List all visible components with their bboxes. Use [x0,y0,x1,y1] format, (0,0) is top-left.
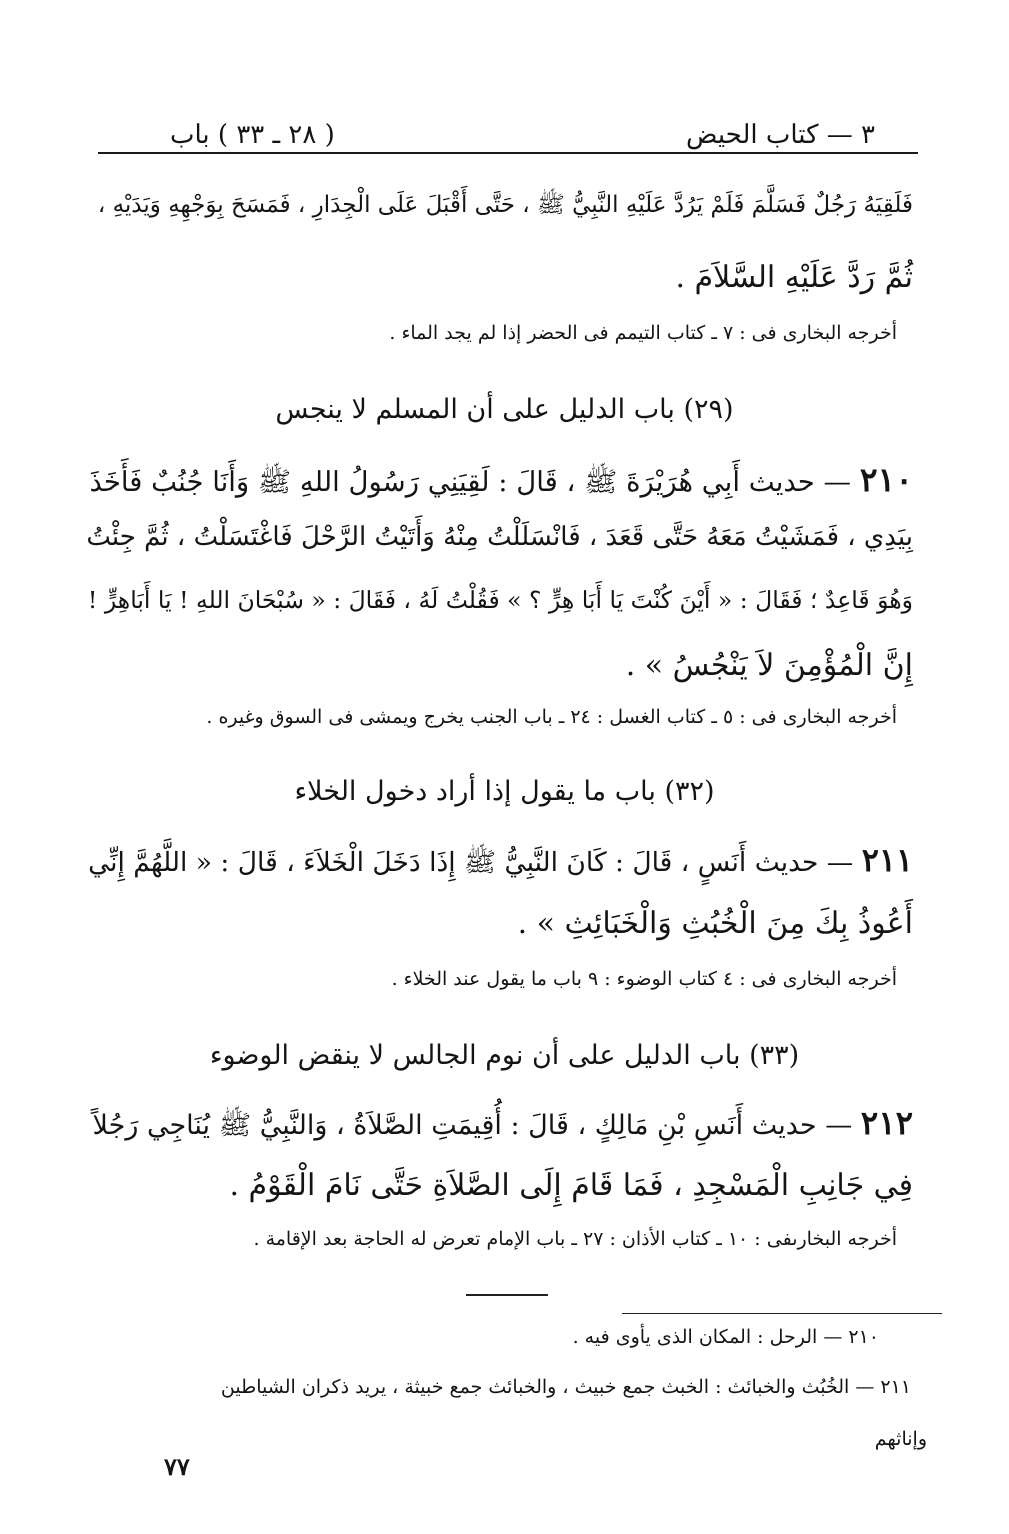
footnote-211: ٢١١ — الخُبُث والخبائث : الخبث جمع خبيث ، والخبائث جمع خبيثة ، يريد ذكران الشياطين [220,1376,911,1398]
hadith-212-text: — حديث أَنَسِ بْنِ مَالِكٍ ، قَالَ : أُقِيمَتِ الصَّلاَةُ ، وَالنَّبِيُّ ﷺ يُنَاجِي رَجُلاً [92,1110,853,1141]
hadith-210-line-4: إِنَّ الْمُؤْمِنَ لاَ يَنْجُسُ » . [625,648,913,683]
hadith-210-source: أخرجه البخارى فى : ٥ ـ كتاب الغسل : ٢٤ ـ باب الجنب يخرج ويمشى فى السوق وغيره . [206,706,897,728]
intro-line-2: ثُمَّ رَدَّ عَلَيْهِ السَّلاَمَ . [675,260,913,295]
hadith-number-210: ٢١٠ [859,460,913,499]
hadith-210-line-1 [89,460,913,505]
hadith-212-line-1 [93,1104,913,1148]
hadith-number-212: ٢١٢ [860,1104,913,1142]
hadith-212-source: أخرجه البخارىفى : ١٠ ـ كتاب الأذان : ٢٧ ـ باب الإمام تعرض له الحاجة بعد الإقامة . [253,1228,897,1250]
running-header-chapter: ٣ — كتاب الحيض [685,120,875,150]
intro-line-1: فَلَقِيَهُ رَجُلٌ فَسَلَّمَ فَلَمْ يَرُدَّ عَلَيْهِ النَّبِيُّ ﷺ ، حَتَّى أَقْبَلَ عَلَى الْجِدَارِ ، فَمَسَحَ بِوَجْهِهِ وَيَدَيْهِ ، [97,192,913,218]
hadith-210-line-2: بِيَدِي ، فَمَشَيْتُ مَعَهُ حَتَّى قَعَدَ ، فَانْسَلَلْتُ مِنْهُ وَأَتَيْتُ الرَّحْلَ فَاغْتَسَلْتُ ، ثُمَّ جِئْتُ [86,522,913,552]
hadith-211-source: أخرجه البخارى فى : ٤ كتاب الوضوء : ٩ باب ما يقول عند الخلاء . [391,968,897,990]
header-rule [98,152,918,154]
hadith-212-line-2: فِي جَانِبِ الْمَسْجِدِ ، فَمَا قَامَ إِلَى الصَّلاَةِ حَتَّى نَامَ الْقَوْمُ . [229,1168,913,1203]
intro-source: أخرجه البخارى فى : ٧ ـ كتاب التيمم فى الحضر إذا لم يجد الماء . [389,322,897,344]
hadith-210-text: — حديث أَبِي هُرَيْرَةَ ﷺ ، قَالَ : لَقِيَنِي رَسُولُ اللهِ ﷺ وَأَنَا جُنُبٌ فَأَخَذَ [89,466,852,498]
hadith-211-line-2: أَعُوذُ بِكَ مِنَ الْخُبُثِ وَالْخَبَائِثِ » . [517,906,913,941]
footnote-rule [622,1313,942,1314]
running-header-chapters-range: ( ٢٨ ـ ٣٣ ) باب [170,120,335,150]
hadith-211-text: — حديث أَنَسٍ ، قَالَ : كَانَ النَّبِيُّ ﷺ إِذَا دَخَلَ الْخَلاَءَ ، قَالَ : « اللَّهُمَّ إِنِّي [88,847,854,878]
chapter-title-29: (٢٩) باب الدليل على أن المسلم لا ينجس [275,394,734,425]
hadith-number-211: ٢١١ [861,842,913,879]
hadith-210-line-3: وَهُوَ قَاعِدٌ ؛ فَقَالَ : « أَيْنَ كُنْتَ يَا أَبَا هِرٍّ ؟ » فَقُلْتُ لَهُ ، فَقَالَ : « سُبْحَانَ اللهِ ! يَا أَبَاهِرٍّ ! [87,586,913,614]
footnote-211-continued: وإناثهم [874,1428,927,1450]
chapter-title-32: (٣٢) باب ما يقول إذا أراد دخول الخلاء [294,776,715,807]
section-end-rule [466,1294,548,1296]
hadith-211-line-1 [88,842,913,885]
page-number: ٧٧ [164,1452,190,1481]
chapter-title-33: (٣٣) باب الدليل على أن نوم الجالس لا ينقض الوضوء [209,1040,800,1071]
footnote-210: ٢١٠ — الرحل : المكان الذى يأوى فيه . [572,1326,879,1348]
